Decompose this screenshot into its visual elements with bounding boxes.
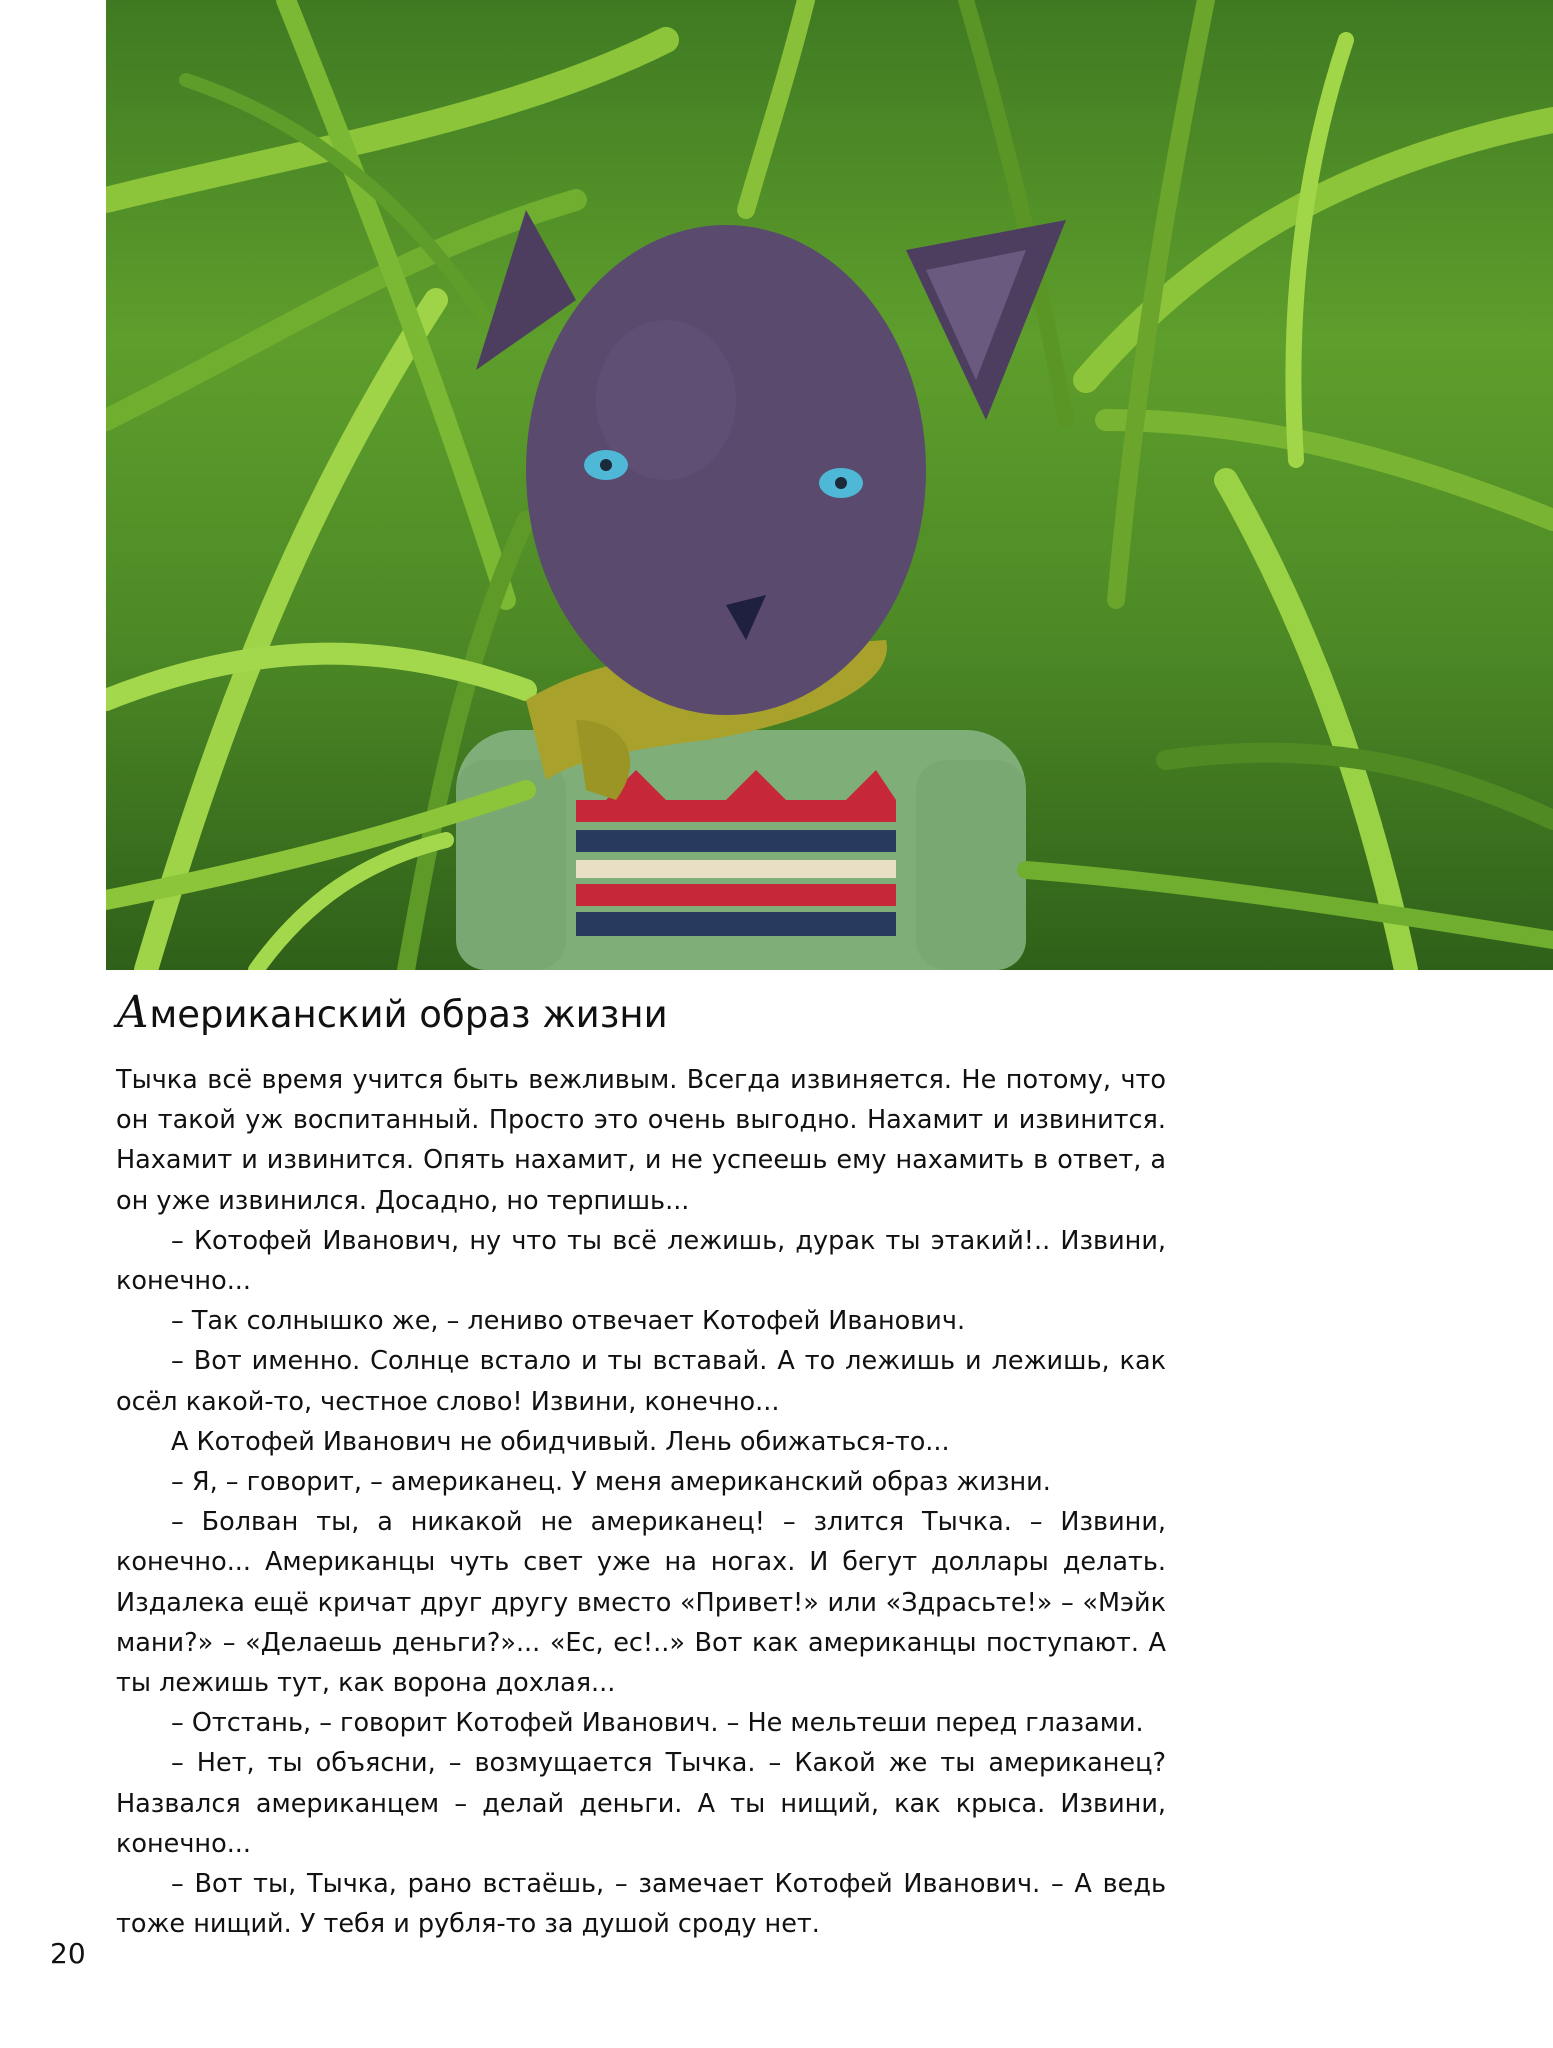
- paragraph: – Нет, ты объясни, – возмущается Тычка. – Какой же ты американец? Назвался американцем – делай деньги. А ты нищий, как крыса. Извини, конечно...: [116, 1748, 1166, 1859]
- paragraph: – Я, – говорит, – американец. У меня американский образ жизни.: [171, 1467, 1051, 1498]
- cover-photo-toy-cat-in-grass: [106, 0, 1553, 970]
- toy-cat-figure: [456, 210, 1066, 970]
- chapter-body: [116, 1060, 1166, 1944]
- paragraph: – Вот именно. Солнце встало и ты вставай. А то лежишь и лежишь, как осёл какой-то, честное слово! Извини, конечно...: [116, 1346, 1166, 1417]
- paragraph: – Отстань, – говорит Котофей Иванович. – Не мельтеши перед глазами.: [171, 1708, 1144, 1739]
- paragraph: – Так солнышко же, – лениво отвечает Котофей Иванович.: [171, 1306, 966, 1337]
- paragraph: А Котофей Иванович не обидчивый. Лень обижаться-то...: [171, 1426, 950, 1457]
- paragraph: Тычка всё время учится быть вежливым. Всегда извиняется. Не потому, что он такой уж воспитанный. Просто это очень выгодно. Нахамит и извинится. Нахамит и извинится. Опять нахамит, и не успеешь ему нахамить в ответ, а он уже извинился. Досадно, но терпишь...: [116, 1065, 1166, 1216]
- paragraph: – Вот ты, Тычка, рано встаёшь, – замечает Котофей Иванович. – А ведь тоже нищий. У тебя и рубля-то за душой сроду нет.: [116, 1869, 1166, 1940]
- chapter-title: [116, 988, 668, 1040]
- paragraph: – Котофей Иванович, ну что ты всё лежишь, дурак ты этакий!.. Извини, конечно...: [116, 1225, 1166, 1297]
- page-number: 20: [50, 1937, 86, 1970]
- chapter-title-initial: А: [116, 987, 150, 1038]
- paragraph: – Болван ты, а никакой не американец! – злится Тычка. – Извини, конечно... Американцы чуть свет уже на ногах. И бегут доллары делать. Издалека ещё кричат друг другу вместо «Привет!» или «Здрасьте!» – «Мэйк мани?» – «Делаешь деньги?»... «Ес, ес!..» Вот как американцы поступают. А ты лежишь тут, как ворона дохлая...: [116, 1507, 1166, 1699]
- chapter-title-text: мериканский образ жизни: [149, 993, 668, 1036]
